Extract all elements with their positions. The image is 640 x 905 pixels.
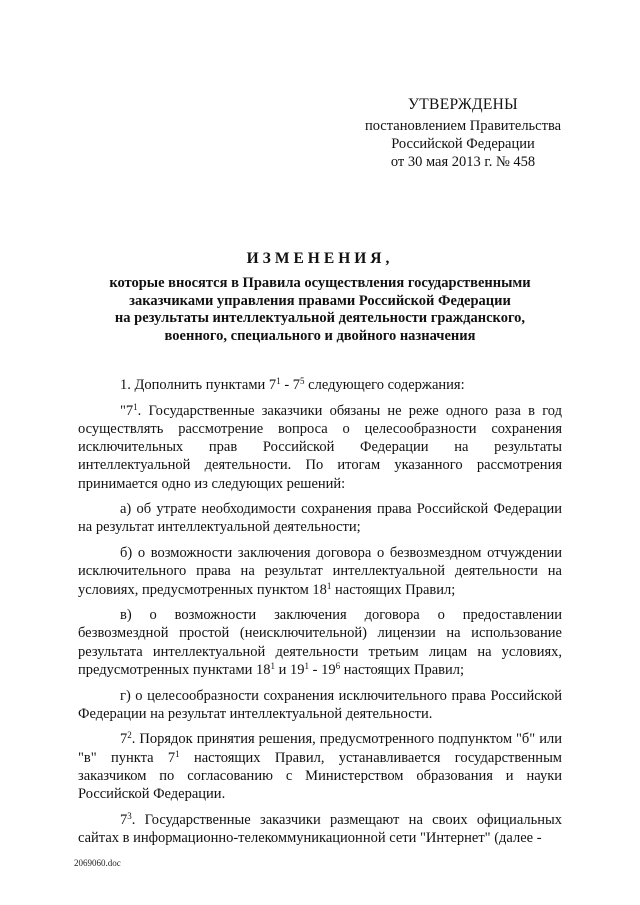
paragraph: в) о возможности заключения договора о предоставлении безвозмездной простой (неисключительной) лицензии на использование результата интеллектуальной деятельности третьим лицам на условиях, предусмотренных пунктами $18^1$ и $19^1 - 19^6$ настоящих Правил; — [78, 607, 562, 678]
paragraph: б) о возможности заключения договора о безвозмездном отчуждении исключительного права на результат интеллектуальной деятельности на условиях, предусмотренных пунктом $18^1$ настоящих Правил; — [78, 545, 562, 598]
approval-line: от 30 мая 2013 г. № 458 — [390, 154, 536, 170]
subtitle-line: военного, специального и двойного назначения — [164, 327, 476, 344]
approval-line: постановлением Правительства — [364, 118, 562, 134]
paragraph: а) об утрате необходимости сохранения права Российской Федерации на результат интеллектуальной деятельности; — [78, 501, 562, 536]
paragraph: г) о целесообразности сохранения исключительного права Российской Федерации на результат интеллектуальной деятельности. — [78, 687, 562, 722]
document-code: 2069060.doc — [74, 858, 121, 868]
paragraph: "$7^1$. Государственные заказчики обязаны не реже одного раза в год осуществлять рассмотрение вопроса о целесообразности сохранения исключительных прав Российской Федерации на результаты интеллектуальной деятельности. По итогам указанного рассмотрения принимается одно из следующих решений: — [78, 401, 562, 492]
subtitle-line: которые вносятся в Правила осуществления государственными — [109, 275, 531, 291]
subtitle-line: на результаты интеллектуальной деятельности гражданского, — [114, 310, 526, 326]
approval-stamp — [348, 96, 578, 171]
paragraph: 1. Дополнить пунктами $7^1 - 7^5$ следующего содержания: — [120, 376, 465, 393]
paragraph: $7^2$. Порядок принятия решения, предусмотренного подпунктом "б" или "в" пункта $7^1$ настоящих Правил, устанавливается государственным заказчиком по согласованию с Министерством образования и науки Российской Федерации. — [78, 730, 562, 803]
document-body — [78, 376, 562, 855]
document-subtitle — [60, 275, 580, 345]
subtitle-line: заказчиками управления правами Российской Федерации — [129, 292, 511, 309]
approval-title: УТВЕРЖДЕНЫ — [408, 96, 518, 113]
paragraph: $7^3$. Государственные заказчики размещают на своих официальных сайтах в информационно-телекоммуникационной сети "Интернет" (далее - — [78, 810, 562, 846]
approval-line: Российской Федерации — [391, 136, 535, 152]
document-title: ИЗМЕНЕНИЯ, — [246, 250, 394, 267]
